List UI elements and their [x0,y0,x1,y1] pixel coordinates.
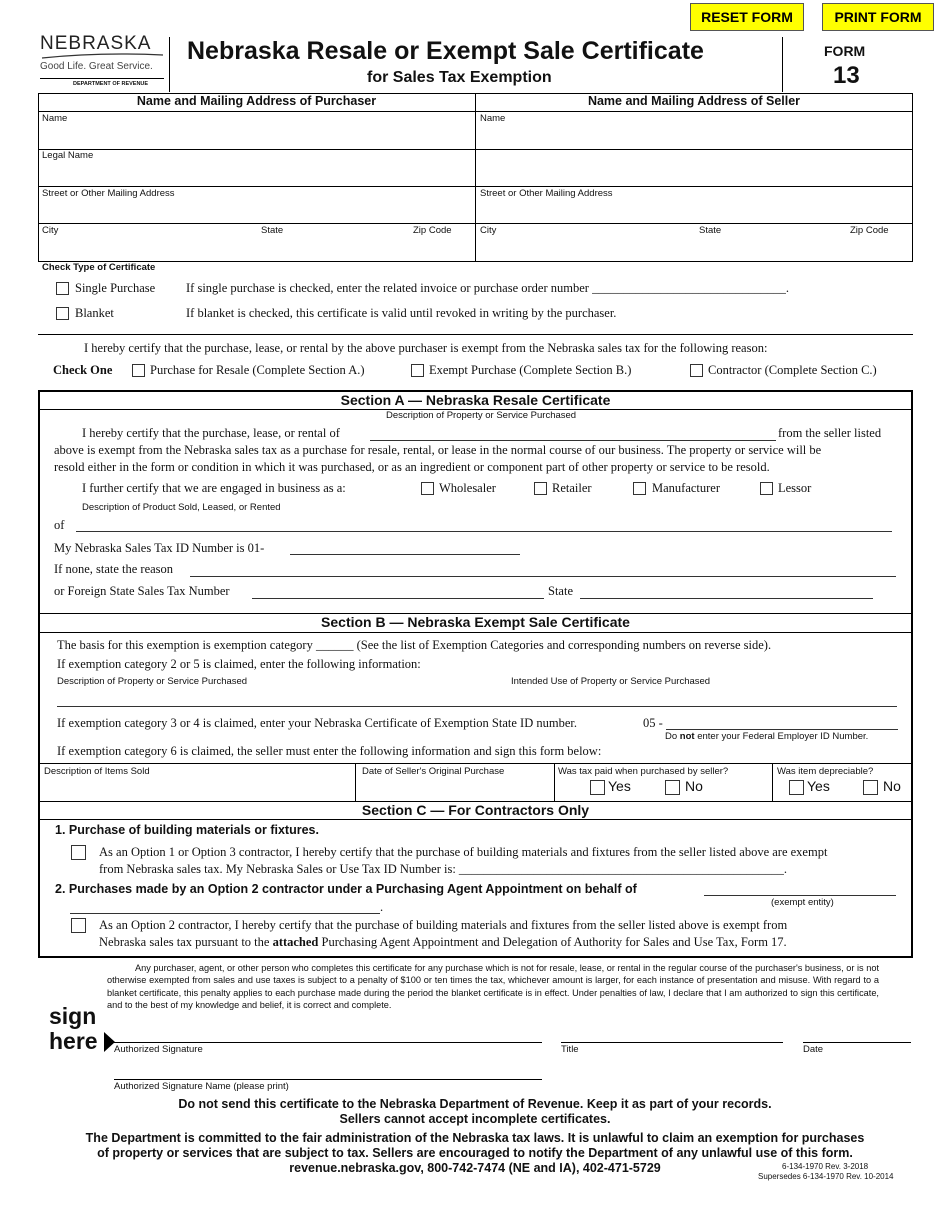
exemption-id-field[interactable] [666,729,898,730]
depreciable-yes-label: Yes [807,778,830,794]
resale-option-checkbox[interactable] [132,364,145,377]
blanket-text: If blanket is checked, this certificate is valid until revoked in writing by the purchaser. [186,306,617,320]
option-2-checkbox[interactable] [71,918,86,933]
section-b-use-label: Intended Use of Property or Service Purchased [511,676,711,687]
footer-line-3: The Department is committed to the fair administration of the Nebraska tax laws. It is unlawful to claim an exemption for purchases [85,1131,865,1145]
section-c-p2b-bold: attached [272,935,319,949]
single-purchase-label: Single Purchase [75,281,156,295]
seller-name-field[interactable]: Name [480,113,506,124]
date-field[interactable]: Date [803,1044,824,1055]
section-a-desc-label: Description of Property or Service Purchased [386,410,577,421]
sign-word: sign [49,1003,97,1029]
foreign-state-field[interactable] [580,598,873,599]
section-a-line3: resold either in the form or condition in which it was purchased, or as an ingredient or component part of other property or service to be resold. [54,460,770,474]
contractor-tax-id-field[interactable]: from Nebraska sales tax. My Nebraska Sales or Use Tax ID Number is: ____________________________________________________. [99,862,788,876]
items-sold-field[interactable]: Description of Items Sold [44,766,150,777]
purchaser-city-field[interactable]: City [42,225,59,236]
blanket-checkbox[interactable] [56,307,69,320]
footer-line-1: Do not send this certificate to the Nebraska Department of Revenue. Keep it as part of your records. [178,1097,772,1111]
contractor-option-checkbox[interactable] [690,364,703,377]
logo-tagline: Good Life. Great Service. [40,61,153,72]
exempt-entity-field-2[interactable] [70,913,380,914]
footer-contact: revenue.nebraska.gov, 800-742-7474 (NE and IA), 402-471-5729 [289,1161,661,1175]
purchaser-heading: Name and Mailing Address of Purchaser [136,94,377,108]
depreciable-no-label: No [883,778,901,794]
form-title: Nebraska Resale or Exempt Sale Certificate [187,37,704,65]
fein-note-post: enter your Federal Employer ID Number. [694,731,869,742]
form-subtitle: for Sales Tax Exemption [367,69,552,86]
single-purchase-checkbox[interactable] [56,282,69,295]
fein-note-bold: not [679,731,695,742]
tax-id-field[interactable] [290,554,520,555]
logo-wordmark: NEBRASKA [40,33,152,54]
section-b-desc-label: Description of Property or Service Purchased [57,676,248,687]
lessor-checkbox[interactable] [760,482,773,495]
category-34-text: If exemption category 3 or 4 is claimed, enter your Nebraska Certificate of Exemption State ID number. [57,716,577,730]
sign-here-label [49,1004,98,1054]
product-desc-field[interactable] [76,531,892,532]
purchaser-name-field[interactable]: Name [42,113,68,124]
reason-field[interactable] [190,576,896,577]
section-c-p2a: As an Option 2 contractor, I hereby certify that the purchase of building materials and fixtures from the seller listed above is exempt from [99,918,788,932]
signature-name-field[interactable]: Authorized Signature Name (please print) [114,1081,289,1092]
seller-heading: Name and Mailing Address of Seller [587,94,801,108]
section-a-further: I further certify that we are engaged in business as a: [82,481,346,495]
depreciable-label: Was item depreciable? [777,766,874,777]
retailer-checkbox[interactable] [534,482,547,495]
section-c-p2b-post: Purchasing Agent Appointment and Delegation of Authority for Sales and Use Tax, Form 17. [318,935,787,949]
certificate-type-label: Check Type of Certificate [42,262,156,273]
logo-department: DEPARTMENT OF REVENUE [73,81,149,87]
footer-line-4: of property or services that are subject to tax. Sellers are encouraged to notify the Department of any unlawful use of this form. [97,1146,853,1160]
section-a-line2: above is exempt from the Nebraska sales tax as a purchase for resale, rental, or lease in the normal course of our business. The property or service will be [54,443,822,457]
lessor-label: Lessor [778,481,812,495]
fein-note [665,731,868,742]
supersedes-label: Supersedes 6-134-1970 Rev. 10-2014 [758,1172,894,1181]
product-desc-label: Description of Product Sold, Leased, or Rented [82,502,281,513]
blanket-label: Blanket [75,306,114,320]
section-c-heading-2: 2. Purchases made by an Option 2 contractor under a Purchasing Agent Appointment on behalf of [55,882,637,896]
exemption-basis-text: The basis for this exemption is exemption category ______ (See the list of Exemption Categories and corresponding numbers on reverse side). [57,638,772,652]
section-a-line1-post: from the seller listed [778,426,882,440]
category-25-text: If exemption category 2 or 5 is claimed, enter the following information: [57,657,421,671]
wholesaler-label: Wholesaler [439,481,496,495]
print-form-button[interactable]: PRINT FORM [822,3,934,31]
seller-city-field[interactable]: City [480,225,497,236]
here-word: here [49,1028,98,1054]
depreciable-yes-checkbox[interactable] [789,780,804,795]
manufacturer-label: Manufacturer [652,481,721,495]
foreign-tax-field[interactable] [252,598,544,599]
section-c-p2b [99,935,787,950]
foreign-tax-label: or Foreign State Sales Tax Number [54,584,230,598]
tax-paid-no-checkbox[interactable] [665,780,680,795]
foreign-state-label: State [548,584,573,598]
prefix-05-label: 05 - [643,716,663,730]
purchaser-zip-field[interactable]: Zip Code [413,225,452,236]
section-c-p1a: As an Option 1 or Option 3 contractor, I hereby certify that the purchase of building materials and fixtures from the seller listed above are exempt [99,845,828,859]
manufacturer-checkbox[interactable] [633,482,646,495]
reset-form-button[interactable]: RESET FORM [690,3,804,31]
revision-label: 6-134-1970 Rev. 3-2018 [782,1162,869,1171]
exempt-option-checkbox[interactable] [411,364,424,377]
if-none-label: If none, state the reason [54,562,174,576]
tax-paid-yes-label: Yes [608,778,631,794]
footer-line-2: Sellers cannot accept incomplete certificates. [339,1112,611,1126]
tax-paid-no-label: No [685,778,703,794]
purchaser-state-field[interactable]: State [261,225,284,236]
section-c-heading-1: 1. Purchase of building materials or fixtures. [55,823,319,837]
exempt-entity-label: (exempt entity) [771,897,834,908]
contractor-option-label: Contractor (Complete Section C.) [708,363,877,377]
tax-paid-yes-checkbox[interactable] [590,780,605,795]
section-b-title: Section B — Nebraska Exempt Sale Certificate [321,614,630,630]
purchaser-street-field[interactable]: Street or Other Mailing Address [42,188,175,199]
tax-id-label: My Nebraska Sales Tax ID Number is 01- [54,541,265,555]
exempt-option-label: Exempt Purchase (Complete Section B.) [429,363,632,377]
form-number: 13 [833,62,860,89]
section-c-title: Section C — For Contractors Only [361,802,590,818]
section-a-property-field[interactable] [370,440,776,441]
check-one-label: Check One [53,363,113,377]
original-purchase-date-field[interactable]: Date of Seller's Original Purchase [362,766,505,777]
section-a-title: Section A — Nebraska Resale Certificate [340,392,611,408]
section-a-line1-pre: I hereby certify that the purchase, lease, or rental of [82,426,340,440]
section-c-p2b-pre: Nebraska sales tax pursuant to the [99,935,273,949]
logo-swoosh-icon [40,52,165,60]
option-1-3-checkbox[interactable] [71,845,86,860]
seller-street-field[interactable]: Street or Other Mailing Address [480,188,613,199]
category-6-text: If exemption category 6 is claimed, the seller must enter the following information and sign this form below: [57,744,602,758]
purchaser-legal-name-field[interactable]: Legal Name [42,150,94,161]
fein-note-pre: Do [665,731,680,742]
wholesaler-checkbox[interactable] [421,482,434,495]
of-label: of [54,518,65,532]
retailer-label: Retailer [552,481,592,495]
depreciable-no-checkbox[interactable] [863,780,878,795]
resale-option-label: Purchase for Resale (Complete Section A.) [150,363,365,377]
form-label: FORM [824,43,866,59]
exempt-entity-field[interactable] [704,895,896,896]
tax-paid-label: Was tax paid when purchased by seller? [558,766,729,777]
certify-statement: I hereby certify that the purchase, lease, or rental by the above purchaser is exempt from the Nebraska sales tax for the following reason: [84,341,768,355]
title-field[interactable]: Title [561,1044,579,1055]
invoice-number-field[interactable]: If single purchase is checked, enter the related invoice or purchase order number _______________________________. [186,281,789,295]
seller-state-field[interactable]: State [699,225,722,236]
seller-zip-field[interactable]: Zip Code [850,225,889,236]
period-mark: . [380,900,384,914]
authorized-signature-field[interactable]: Authorized Signature [114,1044,203,1055]
section-b-desc-use-field[interactable] [57,706,897,707]
penalty-statement: Any purchaser, agent, or other person who completes this certificate for any purchase which is not for resale, lease, or rental in the regular course of the purchaser's business, or is not otherwise exempted from sales and use taxes is subject to a penalty of $100 or ten times the tax, whichever amount is larger, for each instance of presentation and misuse. With regard to a blanket certificate, this penalty applies to each purchase made during the period the blanket certificate is in effect. Under penalties of law, I declare that I am authorized to sign this certificate, and to the best of my knowledge and belief, it is correct and complete. [107,963,879,1011]
